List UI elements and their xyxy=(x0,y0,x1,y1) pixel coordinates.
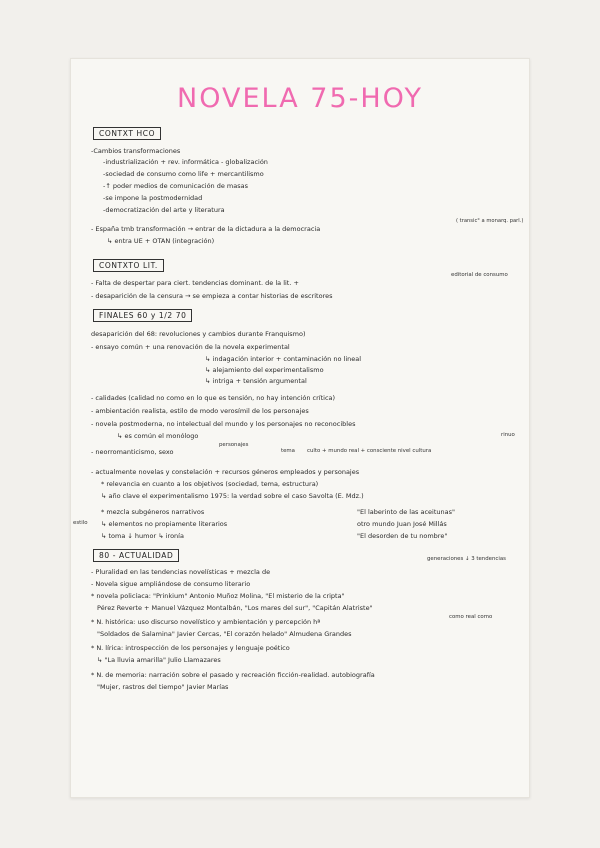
note-line: * N. lírica: introspección de los personajes y lenguaje poético xyxy=(91,644,290,652)
note-line: - Novela sigue ampliándose de consumo literario xyxy=(91,580,251,588)
note-line: - desaparición de la censura → se empieza a contar historias de escritores xyxy=(91,292,333,300)
note-line: - Pluralidad en las tendencias novelísticas + mezcla de xyxy=(91,568,271,576)
note-line: ↳ toma ↓ humor ↳ ironía xyxy=(101,532,184,540)
note-line: ↳ intriga + tensión argumental xyxy=(205,377,307,385)
note-line: * N. histórica: uso discurso novelístico y ambientación y percepción hª xyxy=(91,618,321,626)
margin-note: editorial de consumo xyxy=(451,272,508,278)
note-line: "Soldados de Salamina" Javier Cercas, "El corazón helado" Almudena Grandes xyxy=(97,630,352,638)
note-line: Pérez Reverte + Manuel Vázquez Montalbán, "Los mares del sur", "Capitán Alatriste" xyxy=(97,604,373,612)
section-heading-literary-context: CONTXTO LIT. xyxy=(93,259,164,272)
note-line: -democratización del arte y literatura xyxy=(103,206,225,214)
note-line: - calidades (calidad no como en lo que es tensión, no hay intención crítica) xyxy=(91,394,336,402)
section-heading-late-60s: FINALES 60 y 1/2 70 xyxy=(93,309,192,322)
margin-note: como real como xyxy=(449,614,493,620)
notebook-page xyxy=(70,58,530,798)
note-line: -↑ poder medios de comunicación de masas xyxy=(103,182,248,190)
page-title: NOVELA 75-HOY xyxy=(177,83,423,114)
note-line: ↳ indagación interior + contaminación no lineal xyxy=(205,355,362,363)
note-line: * mezcla subgéneros narrativos xyxy=(101,508,205,516)
note-line: - ambientación realista, estilo de modo verosímil de los personajes xyxy=(91,407,309,415)
note-line: ↳ entra UE + OTAN (integración) xyxy=(107,237,215,245)
margin-note: rinuo xyxy=(501,432,515,438)
note-line: - ensayo común + una renovación de la novela experimental xyxy=(91,343,290,351)
note-line: ↳ alejamiento del experimentalismo xyxy=(205,366,324,374)
note-line: -sociedad de consumo como life + mercantilismo xyxy=(103,170,264,178)
note-line: - neorromanticismo, sexo xyxy=(91,448,174,456)
note-line: - España tmb transformación → entrar de la dictadura a la democracia xyxy=(91,225,321,233)
note-line: - actualmente novelas y constelación + recursos géneros empleados y personajes xyxy=(91,468,360,476)
note-line: ↳ "La lluvia amarilla" Julio Llamazares xyxy=(97,656,221,664)
margin-note: personajes xyxy=(219,442,249,448)
note-line: -se impone la postmodernidad xyxy=(103,194,203,202)
note-line: ↳ es común el monólogo xyxy=(117,432,199,440)
note-line: -Cambios transformaciones xyxy=(91,147,181,155)
margin-note: ( transic° a monarq. parl.) xyxy=(456,218,524,224)
note-line: * relevancia en cuanto a los objetivos (sociedad, tema, estructura) xyxy=(101,480,319,488)
note-line: - novela postmoderna, no intelectual del mundo y los personajes no reconocibles xyxy=(91,420,356,428)
note-line: * novela policíaca: "Prinkium" Antonio Muñoz Molina, "El misterio de la cripta" xyxy=(91,592,345,600)
note-line: "El laberinto de las aceitunas" xyxy=(357,508,456,516)
note-line: ↳ año clave el experimentalismo 1975: la verdad sobre el caso Savolta (E. Mdz.) xyxy=(101,492,364,500)
margin-note: estilo xyxy=(73,520,88,526)
note-line: "El desorden de tu nombre" xyxy=(357,532,448,540)
note-line: - Falta de despertar para ciert. tendencias dominant. de la lit. + xyxy=(91,279,299,287)
note-line: otro mundo Juan José Millás xyxy=(357,520,447,528)
note-line: -industrialización + rev. informática - globalización xyxy=(103,158,268,166)
margin-note: generaciones ↓ 3 tendencias xyxy=(427,556,506,562)
note-line: ↳ elementos no propiamente literarios xyxy=(101,520,228,528)
section-heading-context: CONTXT HCO xyxy=(93,127,161,140)
margin-note: tema xyxy=(281,448,295,454)
note-line: "Mujer, rastros del tiempo" Javier Marías xyxy=(97,683,229,691)
section-heading-80s-today: 80 - ACTUALIDAD xyxy=(93,549,179,562)
note-line: desaparición del 68: revoluciones y cambios durante Franquismo) xyxy=(91,330,306,338)
note-line: * N. de memoria: narración sobre el pasado y recreación ficción-realidad. autobiografía xyxy=(91,671,375,679)
margin-note: culto + mundo real + consciente nivel cultura xyxy=(307,448,432,454)
